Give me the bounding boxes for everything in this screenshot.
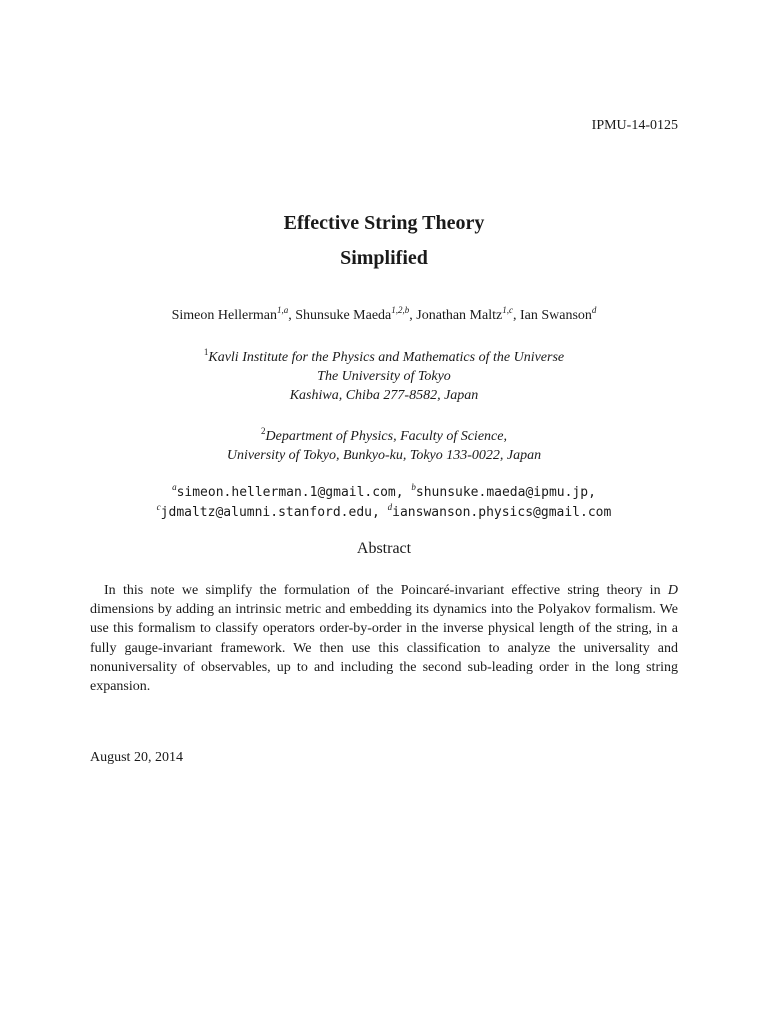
affiliation-line: The University of Tokyo xyxy=(317,369,451,384)
abstract-heading: Abstract xyxy=(356,540,412,557)
affiliation-line: Department of Physics, Faculty of Science, xyxy=(265,429,507,444)
affiliation-line: University of Tokyo, Bunkyo-ku, Tokyo 133-0022, Japan xyxy=(226,448,542,463)
email-mark: b xyxy=(411,482,416,492)
affiliation-2 xyxy=(0,427,768,465)
email-link[interactable]: jdmaltz@alumni.stanford.edu xyxy=(160,505,372,520)
math-variable-d: D xyxy=(667,583,679,598)
email-mark: a xyxy=(172,482,177,492)
author-maltz: Jonathan Maltz$^{1,c}$ xyxy=(416,305,513,323)
affiliation-mark: 2 xyxy=(261,426,266,436)
email-list: $^a$simeon.hellerman.1@gmail.com, $^b$shunsuke.maeda@ipmu.jp, $^c$jdmaltz@alumni.stanford.edu, $^d$ianswanson.physics@gmail.com xyxy=(156,482,612,520)
author-list: Simeon Hellerman$^{1,a}$, Shunsuke Maeda$^{1,2,b}$, Jonathan Maltz$^{1,c}$, Ian Swanson$^d$ xyxy=(171,305,597,323)
author-hellerman: Simeon Hellerman$^{1,a}$ xyxy=(171,305,289,323)
abstract-text: In this note we simplify the formulation of the Poincaré-invariant effective string theory in D dimensions by adding an intrinsic metric and embedding its dynamics into the Polyakov formalism. We use this formalism to classify operators order-by-order in the inverse physical length of the string, in a fully gauge-invariant framework. We then use this classification to analyze the universality and nonuniversality of observables, up to and including the second sub-leading order in the long string expansion. xyxy=(90,583,679,695)
author-affil-mark: 1,2,b xyxy=(391,305,410,315)
paper-date: August 20, 2014 xyxy=(90,750,183,765)
email-mark: c xyxy=(156,502,161,512)
email-link[interactable]: simeon.hellerman.1@gmail.com xyxy=(176,485,396,500)
author-affil-mark: d xyxy=(591,305,597,315)
title-line-2: Simplified xyxy=(340,247,428,269)
author-affil-mark: 1,a xyxy=(276,305,289,315)
email-link[interactable]: shunsuke.maeda@ipmu.jp xyxy=(415,485,589,500)
title-line-1: Effective String Theory xyxy=(283,212,485,234)
email-link[interactable]: ianswanson.physics@gmail.com xyxy=(392,505,612,520)
preprint-number: IPMU-14-0125 xyxy=(591,118,678,133)
affiliation-mark: 1 xyxy=(203,347,209,357)
paper-title xyxy=(0,206,768,276)
email-mark: d xyxy=(387,502,393,512)
affiliation-line: Kashiwa, Chiba 277-8582, Japan xyxy=(289,388,479,403)
author-affil-mark: 1,c xyxy=(502,305,513,315)
author-maeda: Shunsuke Maeda$^{1,2,b}$ xyxy=(295,305,410,323)
author-swanson: Ian Swanson$^d$ xyxy=(519,305,597,323)
affiliation-1 xyxy=(0,348,768,405)
affiliation-line: Kavli Institute for the Physics and Mathematics of the Universe xyxy=(208,350,565,365)
